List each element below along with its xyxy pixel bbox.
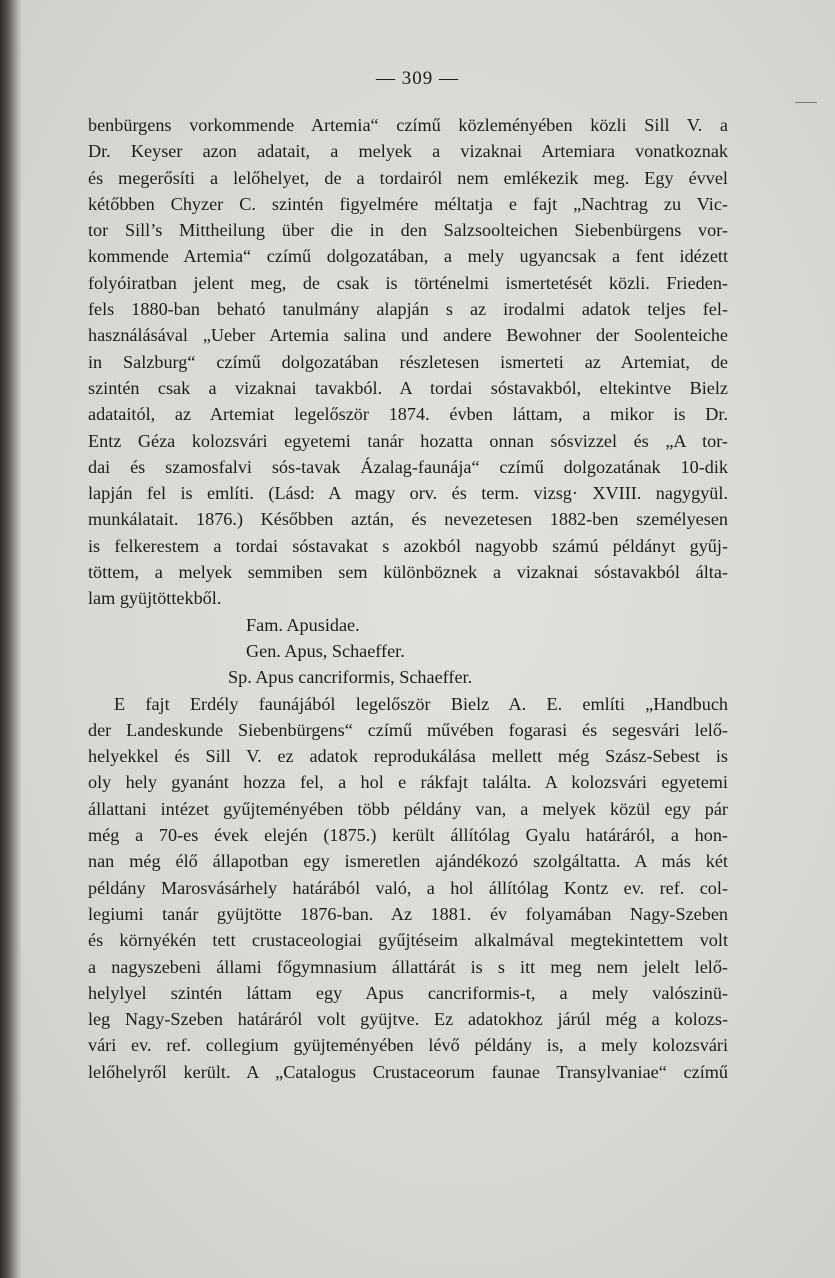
text-line: használásával „Ueber Artemia salina und andere Bewohner der Soolenteiche — [88, 325, 728, 346]
margin-mark — [795, 102, 817, 103]
text-line: helyekkel és Sill V. ez adatok reprodukálása mellett még Szász-Sebest is — [88, 746, 728, 767]
text-line: Entz Géza kolozsvári egyetemi tanár hozatta onnan sósvizzel és „A tor- — [88, 430, 728, 451]
text-line: tor Sill’s Mittheilung über die in den Salzsoolteichen Siebenbürgens vor- — [88, 220, 728, 241]
book-spine-shadow — [0, 0, 22, 1278]
text-line: a nagyszebeni állami főgymnasium állattárát is s itt meg nem jelelt lelő- — [88, 956, 728, 977]
text-line: folyóiratban jelent meg, de csak is történelmi ismertetését közli. Frieden- — [88, 272, 728, 293]
text-line: még a 70-es évek elején (1875.) került állítólag Gyalu határáról, a hon- — [88, 825, 728, 846]
text-line: és megerősíti a lelőhelyet, de a tordairól nem emlékezik meg. Egy évvel — [88, 167, 728, 188]
text-line: állattani intézet gyűjteményében több példány van, a melyek közül egy pár — [88, 798, 728, 819]
text-line: töttem, a melyek semmiben sem különböznek a vizaknai sóstavakból álta- — [88, 562, 728, 583]
text-line: nan még élő állapotban egy ismeretlen ajándékozó szolgáltatta. A más két — [88, 851, 728, 872]
text-line: is felkerestem a tordai sóstavakat s azokból nagyobb számú példányt gyűj- — [88, 535, 728, 556]
text-line: fels 1880-ban beható tanulmány alapján s az irodalmi adatok teljes fel- — [88, 299, 728, 320]
text-line: lelőhelyről került. A „Catalogus Crustaceorum faunae Transylvaniae“ czímű — [88, 1061, 728, 1082]
text-line: der Landeskunde Siebenbürgens“ czímű művében fogarasi és segesvári lelő- — [88, 719, 728, 740]
species-heading: Sp. Apus cancriformis, Schaeffer. — [228, 667, 473, 688]
text-line: kétőbben Chyzer C. szintén figyelmére méltatja e fajt „Nachtrag zu Vic- — [88, 193, 728, 214]
body-text — [88, 112, 728, 1085]
text-line: in Salzburg“ czímű dolgozatában részletesen ismerteti az Artemiat, de — [88, 351, 728, 372]
text-line: és környékén tett crustaceologiai gyűjtéseim alkalmával megtekintettem volt — [88, 930, 728, 951]
text-line: dai és szamosfalvi sós-tavak Ázalag-faunája“ czímű dolgozatának 10-dik — [88, 456, 728, 477]
paragraph-1 — [88, 112, 728, 612]
text-line: Dr. Keyser azon adatait, a melyek a vizaknai Artemiara vonatkoznak — [88, 141, 728, 162]
text-line: benbürgens vorkommende Artemia“ czímű közleményében közli Sill V. a — [88, 115, 728, 135]
text-line: legiumi tanár gyüjtötte 1876-ban. Az 1881. év folyamában Nagy-Szeben — [88, 903, 728, 924]
taxonomy-block — [88, 612, 728, 691]
text-line: munkálatait. 1876.) Későbben aztán, és nevezetesen 1882-ben személyesen — [88, 509, 728, 530]
text-line: lapján fel is említi. (Lásd: A magy orv. és term. vizsg· XVIII. nagygyül. — [88, 483, 728, 504]
text-line: leg Nagy-Szeben határáról volt gyüjtve. Ez adatokhoz járúl még a kolozs- — [88, 1009, 728, 1030]
text-line: kommende Artemia“ czímű dolgozatában, a mely ugyancsak a fent idézett — [88, 246, 728, 267]
text-line: lam gyüjtöttekből. — [88, 588, 222, 609]
text-line: vári ev. ref. collegium gyüjteményében lévő példány is, a mely kolozsvári — [88, 1035, 728, 1056]
text-line: adataitól, az Artemiat legelőször 1874. évben láttam, a mikor is Dr. — [88, 404, 728, 425]
page-number: — 309 — — [376, 68, 459, 89]
text-line: példány Marosvásárhely határából való, a hol állítólag Kontz ev. ref. col- — [88, 877, 728, 898]
paragraph-2 — [88, 691, 728, 1085]
text-line: oly hely gyanánt hozza fel, a hol e rákfajt találta. A kolozsvári egyetemi — [88, 772, 728, 793]
text-line: szintén csak a vizaknai tavakból. A tordai sóstavakból, eltekintve Bielz — [88, 377, 728, 398]
text-line: helylyel szintén láttam egy Apus cancriformis-t, a mely valószinü- — [88, 982, 728, 1003]
genus-heading: Gen. Apus, Schaeffer. — [246, 640, 405, 661]
text-line: E fajt Erdély faunájából legelőször Bielz A. E. említi „Handbuch — [114, 693, 728, 714]
family-heading: Fam. Apusidae. — [246, 614, 360, 635]
